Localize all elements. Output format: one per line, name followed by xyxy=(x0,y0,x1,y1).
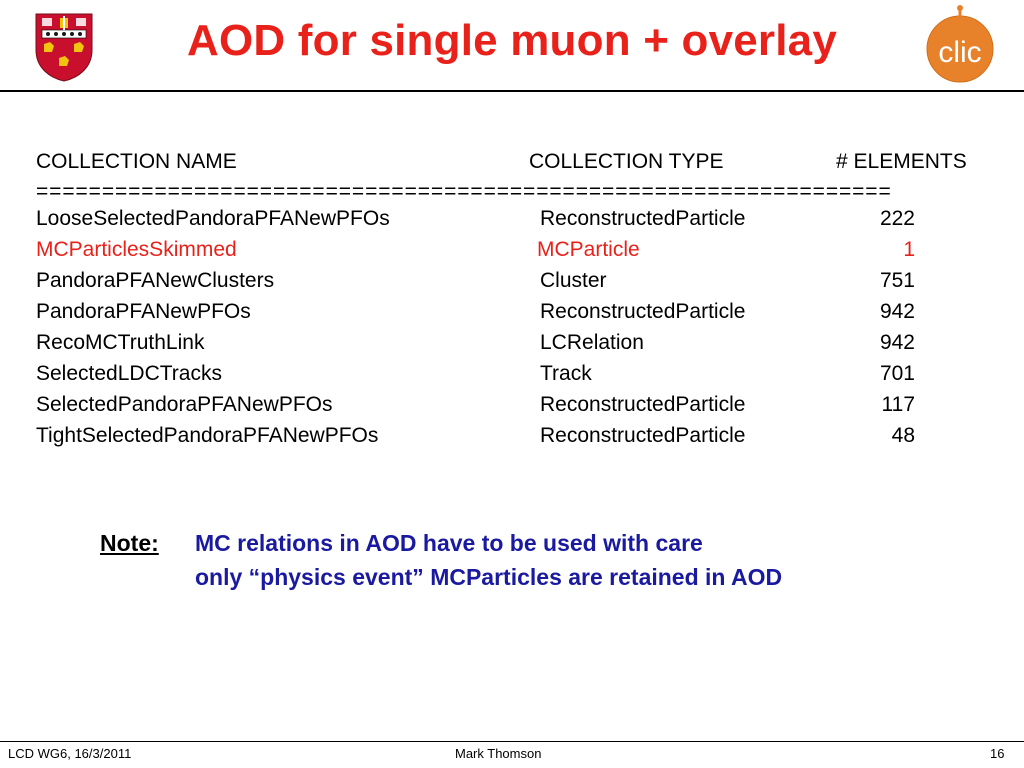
element-count-cell: 222 xyxy=(879,207,915,230)
collection-type-cell: ReconstructedParticle xyxy=(540,424,746,447)
element-count-cell: 942 xyxy=(879,331,915,354)
table-row xyxy=(0,424,1024,455)
collection-name-cell: SelectedLDCTracks xyxy=(36,362,222,385)
collection-type-cell: LCRelation xyxy=(540,331,644,354)
collection-name-cell: SelectedPandoraPFANewPFOs xyxy=(36,393,333,416)
collection-type-cell: ReconstructedParticle xyxy=(540,393,746,416)
footer-date: LCD WG6, 16/3/2011 xyxy=(8,746,132,761)
collection-type-cell: Track xyxy=(540,362,592,385)
element-count-cell: 48 xyxy=(891,424,915,447)
note-label: Note: xyxy=(100,530,159,556)
table-row xyxy=(0,269,1024,300)
collection-name-cell: PandoraPFANewClusters xyxy=(36,269,275,292)
table-row xyxy=(0,238,1024,269)
collection-type-cell: ReconstructedParticle xyxy=(540,207,746,230)
table-row xyxy=(0,362,1024,393)
table-row xyxy=(0,300,1024,331)
table-row xyxy=(0,331,1024,362)
collection-type-cell: Cluster xyxy=(540,269,607,292)
element-count-cell: 942 xyxy=(879,300,915,323)
table-row xyxy=(0,207,1024,238)
slide-title: AOD for single muon + overlay xyxy=(186,16,838,65)
footer-divider xyxy=(0,741,1024,742)
clic-logo-text: clic xyxy=(938,36,982,69)
collection-name-cell: RecoMCTruthLink xyxy=(36,331,205,354)
column-header-name: COLLECTION NAME xyxy=(36,150,237,173)
element-count-cell: 751 xyxy=(879,269,915,292)
header-separator: ================================================================= xyxy=(36,180,892,203)
footer-page-number: 16 xyxy=(990,746,1005,761)
column-header-type: COLLECTION TYPE xyxy=(529,150,724,173)
table-row xyxy=(0,393,1024,424)
title-divider xyxy=(0,90,1024,92)
collection-type-cell: ReconstructedParticle xyxy=(540,300,746,323)
element-count-cell: 1 xyxy=(903,238,915,261)
element-count-cell: 117 xyxy=(881,393,915,416)
clic-logo xyxy=(922,4,998,86)
note-line-2: only “physics event” MCParticles are retained in AOD xyxy=(195,564,783,590)
footer-author: Mark Thomson xyxy=(455,746,542,761)
note-line-1: MC relations in AOD have to be used with care xyxy=(195,530,703,556)
collection-name-cell: MCParticlesSkimmed xyxy=(36,238,237,261)
collection-type-cell: MCParticle xyxy=(537,238,640,261)
element-count-cell: 701 xyxy=(879,362,915,385)
collection-name-cell: LooseSelectedPandoraPFANewPFOs xyxy=(36,207,390,230)
collection-name-cell: PandoraPFANewPFOs xyxy=(36,300,251,323)
collection-name-cell: TightSelectedPandoraPFANewPFOs xyxy=(36,424,379,447)
column-header-elements: # ELEMENTS xyxy=(836,150,967,173)
